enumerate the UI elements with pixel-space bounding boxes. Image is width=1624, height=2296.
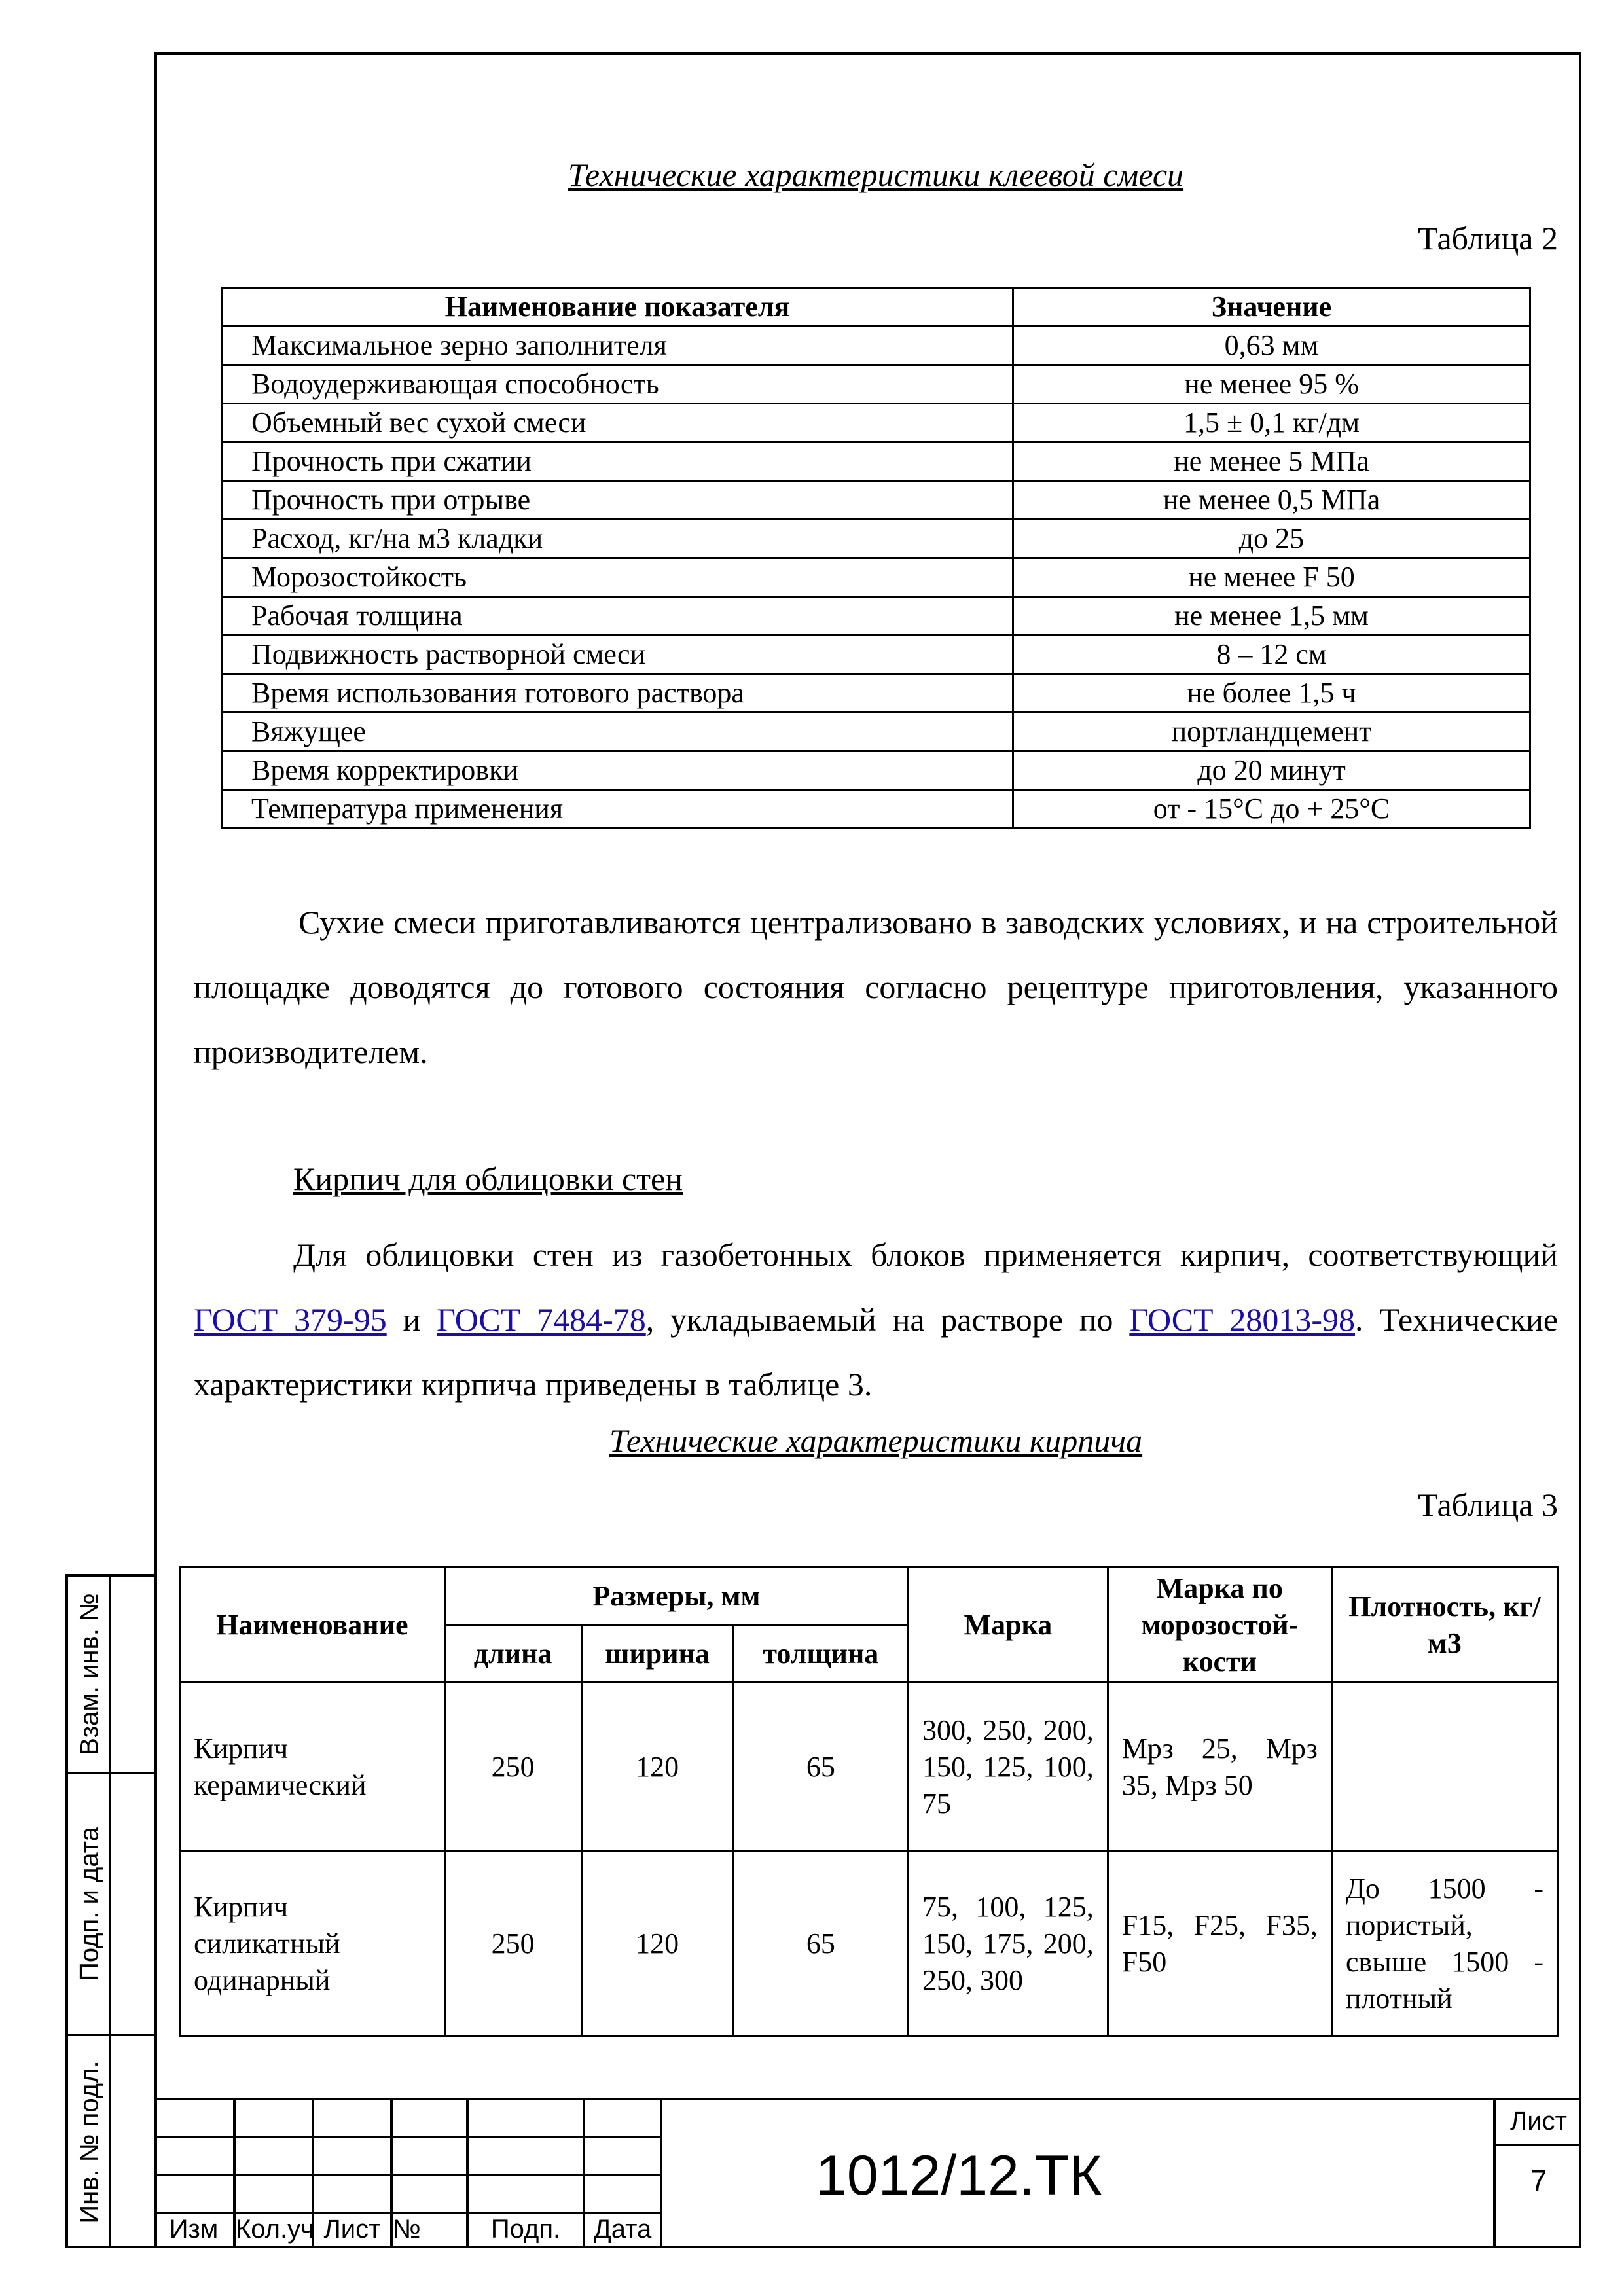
table3 [179,1566,1559,2037]
sheet-label: Лист [1510,2107,1567,2136]
title-block-label: Дата [593,2215,652,2244]
brick-text-2: и [403,1301,421,1338]
table3-cell-frost: F15, F25, F35, F50 [1108,1852,1331,2036]
table3-header-row-1 [180,1568,1558,1625]
table2-cell-value: до 20 минут [1013,751,1530,790]
brick-text-3: , укладываемый на растворе по [645,1301,1113,1338]
table2-cell-name: Вяжущее [222,713,1013,751]
table-row [222,713,1530,751]
table-row [222,481,1530,520]
table3-header-grade: Марка [909,1568,1108,1683]
side-stamp-replacement-inv [68,1577,154,1774]
side-stamp-original-inv [68,2036,154,2248]
table3-cell-name: Кирпич силикатный одинарный [180,1852,445,2036]
table2-header-row [222,288,1530,327]
table3-header-sizes: Размеры, мм [444,1568,908,1625]
table3-header-frost: Марка по морозостой-кости [1108,1568,1331,1683]
table2-cell-value: не менее 1,5 мм [1013,597,1530,636]
title-block-label: № [393,2215,421,2244]
table2-cell-name: Подвижность растворной смеси [222,636,1013,674]
table3-cell-density: До 1500 - пористый, свыше 1500 - плотный [1331,1852,1557,2036]
brick-text-4: . Технические характеристики кирпича приведены в таблице 3. [194,1301,1559,1403]
gost-379-link[interactable]: ГОСТ 379-95 [194,1301,387,1338]
title-block-label: Лист [323,2215,381,2244]
table2-cell-value: портландцемент [1013,713,1530,751]
table3-cell-frost: Мрз 25, Мрз 35, Мрз 50 [1108,1683,1331,1852]
table-row [222,597,1530,636]
table3-cell-thickness: 65 [733,1683,908,1852]
table3-cell-name: Кирпич керамический [180,1683,445,1852]
table2-header-name: Наименование показателя [222,288,1013,327]
table2-cell-value: 1,5 ± 0,1 кг/дм [1013,404,1530,442]
side-stamp-label: Взам. инв. № [75,1593,104,1755]
table2-cell-name: Рабочая толщина [222,597,1013,636]
table2-cell-value: не менее 5 МПа [1013,442,1530,481]
table-row [222,790,1530,829]
table-row [222,751,1530,790]
table3-header-length: длина [444,1625,581,1683]
table2-cell-name: Температура применения [222,790,1013,829]
table-row [222,327,1530,365]
gost-7484-link[interactable]: ГОСТ 7484-78 [437,1301,646,1338]
table3-cell-width: 120 [581,1852,733,2036]
side-stamp-signature-date [68,1774,154,2036]
sheet-number: 7 [1530,2164,1547,2198]
table3-cell-grade: 75, 100, 125, 150, 175, 200, 250, 300 [909,1852,1108,2036]
table3-header-width: ширина [581,1625,733,1683]
title-block-label: Подп. [490,2215,561,2244]
title-block [154,2098,1581,2248]
table-row [222,365,1530,404]
table-row [222,558,1530,597]
document-code: 1012/12.ТК [816,2144,1102,2207]
gost-28013-link[interactable]: ГОСТ 28013-98 [1129,1301,1356,1338]
table-row [180,1683,1558,1852]
table-row [222,674,1530,713]
table2-cell-value: не менее F 50 [1013,558,1530,597]
table3-cell-density [1331,1683,1557,1852]
table2-cell-name: Время корректировки [222,751,1013,790]
table-row [222,442,1530,481]
table2-cell-name: Прочность при отрыве [222,481,1013,520]
table3-caption: Технические характеристики кирпича [609,1422,1143,1459]
table2-cell-value: 8 – 12 см [1013,636,1530,674]
table2-cell-value: не менее 0,5 МПа [1013,481,1530,520]
side-stamp-label: Инв. № подл. [75,2060,104,2224]
table2-cell-value: не более 1,5 ч [1013,674,1530,713]
brick-section-paragraph [194,1223,1558,1417]
table2-cell-name: Объемный вес сухой смеси [222,404,1013,442]
table2-cell-name: Водоудерживающая способность [222,365,1013,404]
table2-cell-value: не менее 95 % [1013,365,1530,404]
table2-cell-value: до 25 [1013,520,1530,558]
table2-header-value: Значение [1013,288,1530,327]
table2 [221,287,1531,829]
table3-cell-width: 120 [581,1683,733,1852]
brick-text-1: Для облицовки стен из газобетонных блоков применяется кирпич, соответствующий [293,1236,1558,1273]
sheet-box [1493,2098,1581,2248]
table-row [222,636,1530,674]
paragraph-dry-mixes: Сухие смеси приготавливаются централизовано в заводских условиях, и на строительной площадке доводятся до готового состояния согласно рецептуре приготовления, указанного производителем. [194,904,1558,1070]
title-block-label: Изм [169,2215,219,2244]
table-row [222,520,1530,558]
table-row [222,404,1530,442]
table2-cell-name: Максимальное зерно заполнителя [222,327,1013,365]
table2-cell-name: Морозостойкость [222,558,1013,597]
table2-caption: Технические характеристики клеевой смеси [568,156,1184,193]
side-stamp-label: Подп. и дата [75,1827,104,1981]
table3-cell-grade: 300, 250, 200, 150, 125, 100, 75 [909,1683,1108,1852]
table2-cell-name: Время использования готового раствора [222,674,1013,713]
table3-header-thickness: толщина [733,1625,908,1683]
table-row [180,1852,1558,2036]
table3-cell-length: 250 [444,1683,581,1852]
table2-cell-name: Расход, кг/на м3 кладки [222,520,1013,558]
title-block-revision-grid [154,2098,660,2248]
brick-section-heading: Кирпич для облицовки стен [293,1160,683,1197]
table2-number: Таблица 2 [1418,220,1558,257]
table2-cell-value: 0,63 мм [1013,327,1530,365]
side-stamp [65,1574,154,2248]
title-block-label: Кол.уч [236,2215,314,2244]
table2-cell-name: Прочность при сжатии [222,442,1013,481]
table3-header-density: Плотность, кг/м3 [1331,1568,1557,1683]
table2-cell-value: от - 15°С до + 25°С [1013,790,1530,829]
table3-cell-thickness: 65 [733,1852,908,2036]
table3-header-name: Наименование [180,1568,445,1683]
table3-cell-length: 250 [444,1852,581,2036]
table3-number: Таблица 3 [1418,1486,1558,1523]
